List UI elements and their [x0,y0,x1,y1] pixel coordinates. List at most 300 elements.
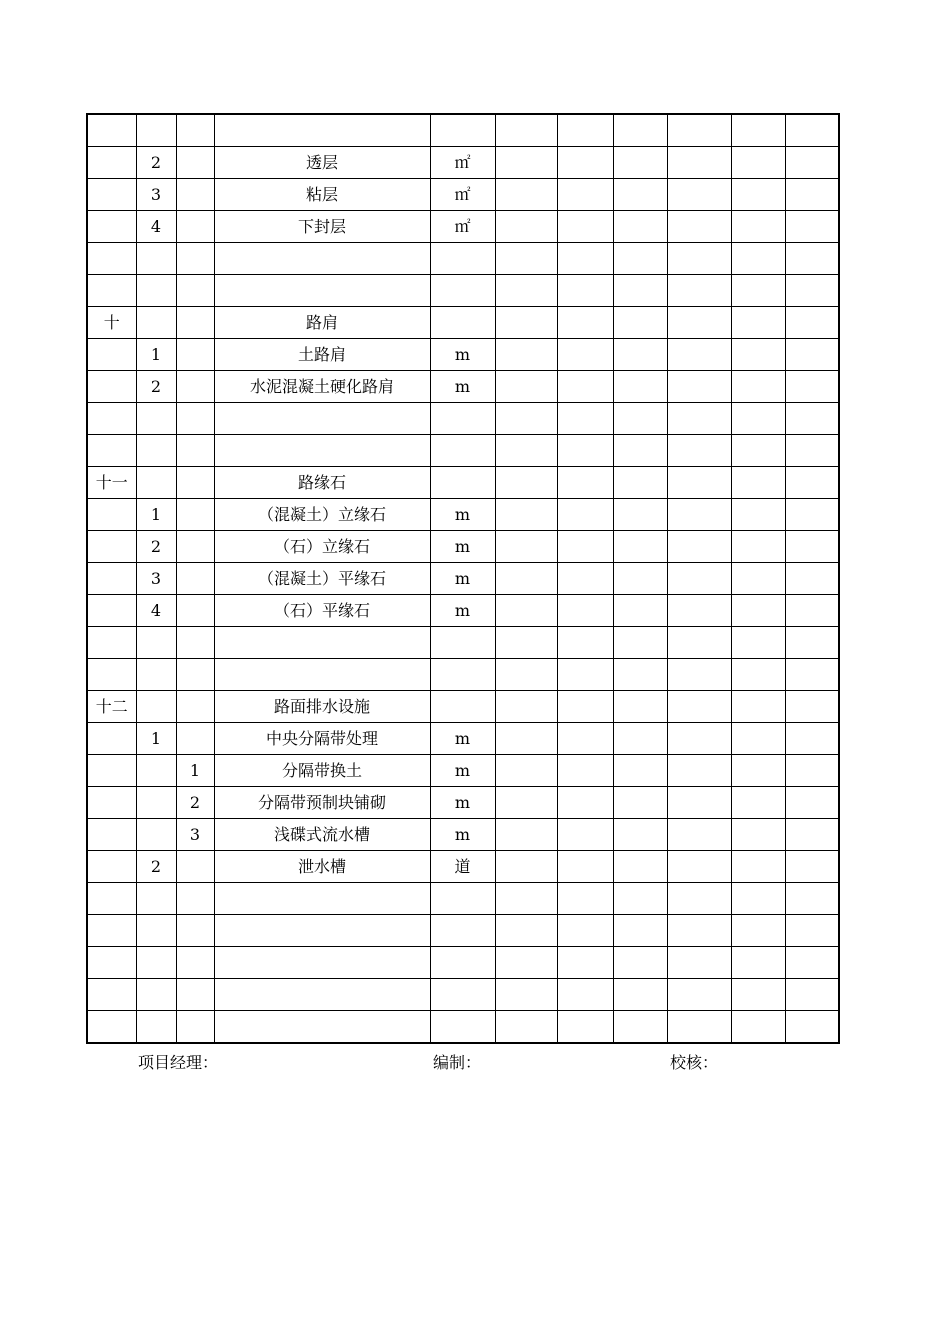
blank-cell [785,1011,839,1044]
unit-cell [430,275,495,307]
blank-cell [495,435,557,467]
blank-cell [613,531,667,563]
name-cell [214,915,430,947]
blank-cell [557,114,613,147]
blank-cell [731,275,785,307]
blank-cell [613,243,667,275]
subitem-cell [176,339,214,371]
section-cell [87,787,136,819]
blank-cell [613,339,667,371]
table-row [87,1011,839,1044]
blank-cell [785,307,839,339]
subitem-cell [176,403,214,435]
name-cell: 路面排水设施 [214,691,430,723]
quantity-table [86,113,840,1044]
item-cell [136,947,176,979]
blank-cell [731,659,785,691]
name-cell: 粘层 [214,179,430,211]
table-row [87,691,839,723]
blank-cell [667,979,731,1011]
subitem-cell [176,179,214,211]
unit-cell [430,915,495,947]
blank-cell [667,915,731,947]
table-row [87,787,839,819]
table-row [87,659,839,691]
unit-cell [430,979,495,1011]
blank-cell [667,114,731,147]
blank-cell [785,179,839,211]
blank-cell [613,915,667,947]
blank-cell [557,691,613,723]
blank-cell [785,787,839,819]
blank-cell [731,819,785,851]
blank-cell [613,147,667,179]
blank-cell [667,403,731,435]
blank-cell [495,787,557,819]
blank-cell [731,114,785,147]
name-cell [214,435,430,467]
blank-cell [785,755,839,787]
blank-cell [731,851,785,883]
blank-cell [667,243,731,275]
item-cell: 4 [136,211,176,243]
blank-cell [557,723,613,755]
blank-cell [557,627,613,659]
blank-cell [667,755,731,787]
blank-cell [667,339,731,371]
subitem-cell [176,595,214,627]
subitem-cell [176,147,214,179]
item-cell: 2 [136,371,176,403]
blank-cell [785,147,839,179]
table-row [87,883,839,915]
table-row [87,211,839,243]
name-cell: 水泥混凝土硬化路肩 [214,371,430,403]
table-row [87,755,839,787]
section-cell [87,851,136,883]
blank-cell [667,147,731,179]
unit-cell: m [430,339,495,371]
blank-cell [613,787,667,819]
table-row [87,243,839,275]
name-cell [214,403,430,435]
blank-cell [731,755,785,787]
item-cell [136,275,176,307]
blank-cell [495,659,557,691]
item-cell [136,979,176,1011]
blank-cell [557,595,613,627]
blank-cell [731,979,785,1011]
name-cell: 分隔带预制块铺砌 [214,787,430,819]
subitem-cell [176,563,214,595]
name-cell: 中央分隔带处理 [214,723,430,755]
blank-cell [785,691,839,723]
section-cell: 十二 [87,691,136,723]
blank-cell [557,1011,613,1044]
subitem-cell [176,691,214,723]
blank-cell [731,723,785,755]
subitem-cell [176,659,214,691]
blank-cell [557,947,613,979]
blank-cell [557,147,613,179]
blank-cell [557,563,613,595]
blank-cell [667,371,731,403]
blank-cell [785,339,839,371]
name-cell [214,243,430,275]
blank-cell [557,275,613,307]
table-row [87,275,839,307]
unit-cell [430,114,495,147]
blank-cell [613,1011,667,1044]
blank-cell [495,979,557,1011]
blank-cell [785,114,839,147]
subitem-cell [176,531,214,563]
blank-cell [785,627,839,659]
blank-cell [785,659,839,691]
blank-cell [613,883,667,915]
subitem-cell [176,307,214,339]
name-cell [214,659,430,691]
blank-cell [613,563,667,595]
item-cell [136,659,176,691]
blank-cell [731,787,785,819]
unit-cell: m [430,563,495,595]
name-cell: （混凝土）平缘石 [214,563,430,595]
subitem-cell [176,211,214,243]
table-row [87,627,839,659]
name-cell: 下封层 [214,211,430,243]
table-row [87,819,839,851]
subitem-cell [176,114,214,147]
blank-cell [495,755,557,787]
name-cell [214,1011,430,1044]
name-cell: 土路肩 [214,339,430,371]
blank-cell [557,403,613,435]
table-body [87,114,839,1043]
name-cell: 透层 [214,147,430,179]
table-row [87,851,839,883]
blank-cell [613,819,667,851]
blank-cell [495,819,557,851]
subitem-cell: 2 [176,787,214,819]
blank-cell [495,627,557,659]
subitem-cell [176,947,214,979]
blank-cell [495,114,557,147]
item-cell: 1 [136,723,176,755]
blank-cell [667,659,731,691]
blank-cell [667,467,731,499]
table-row [87,371,839,403]
blank-cell [495,243,557,275]
blank-cell [785,595,839,627]
subitem-cell [176,371,214,403]
section-cell [87,563,136,595]
blank-cell [785,723,839,755]
blank-cell [495,691,557,723]
unit-cell [430,403,495,435]
subitem-cell [176,243,214,275]
blank-cell [613,371,667,403]
table-row [87,915,839,947]
section-cell [87,147,136,179]
table-row [87,147,839,179]
table-row [87,435,839,467]
item-cell: 3 [136,179,176,211]
name-cell [214,114,430,147]
item-cell [136,114,176,147]
blank-cell [667,627,731,659]
section-cell [87,499,136,531]
section-cell [87,883,136,915]
table-row [87,403,839,435]
subitem-cell [176,435,214,467]
blank-cell [785,531,839,563]
blank-cell [557,819,613,851]
blank-cell [731,1011,785,1044]
blank-cell [613,403,667,435]
editor-label: 编制： [433,1053,482,1072]
unit-cell [430,691,495,723]
blank-cell [495,403,557,435]
item-cell: 1 [136,499,176,531]
name-cell [214,627,430,659]
section-cell [87,1011,136,1044]
blank-cell [557,851,613,883]
subitem-cell [176,915,214,947]
table-row [87,499,839,531]
subitem-cell [176,979,214,1011]
blank-cell [613,179,667,211]
section-cell [87,403,136,435]
section-cell [87,275,136,307]
blank-cell [613,499,667,531]
section-cell: 十 [87,307,136,339]
blank-cell [731,243,785,275]
name-cell [214,947,430,979]
blank-cell [785,979,839,1011]
blank-cell [785,467,839,499]
section-cell [87,243,136,275]
blank-cell [557,211,613,243]
blank-cell [667,531,731,563]
blank-cell [495,851,557,883]
blank-cell [785,563,839,595]
blank-cell [557,755,613,787]
unit-cell: m [430,595,495,627]
blank-cell [495,339,557,371]
unit-cell [430,883,495,915]
section-cell [87,915,136,947]
blank-cell [667,275,731,307]
blank-cell [785,947,839,979]
blank-cell [495,915,557,947]
blank-cell [495,147,557,179]
table-row [87,307,839,339]
blank-cell [667,947,731,979]
subitem-cell [176,467,214,499]
name-cell: （石）平缘石 [214,595,430,627]
blank-cell [557,179,613,211]
section-cell [87,659,136,691]
blank-cell [731,947,785,979]
unit-cell: m [430,723,495,755]
blank-cell [731,563,785,595]
blank-cell [495,179,557,211]
blank-cell [667,211,731,243]
blank-cell [557,243,613,275]
item-cell [136,467,176,499]
subitem-cell [176,883,214,915]
subitem-cell [176,627,214,659]
blank-cell [495,467,557,499]
item-cell [136,915,176,947]
blank-cell [495,307,557,339]
table-row [87,979,839,1011]
blank-cell [495,1011,557,1044]
item-cell: 2 [136,531,176,563]
subitem-cell: 3 [176,819,214,851]
table-row [87,179,839,211]
section-cell [87,531,136,563]
blank-cell [557,787,613,819]
blank-cell [613,114,667,147]
name-cell [214,883,430,915]
blank-cell [557,435,613,467]
blank-cell [731,531,785,563]
unit-cell: m [430,755,495,787]
blank-cell [613,659,667,691]
blank-cell [731,915,785,947]
blank-cell [613,691,667,723]
blank-cell [495,883,557,915]
unit-cell: m [430,371,495,403]
blank-cell [613,851,667,883]
section-cell [87,371,136,403]
blank-cell [731,403,785,435]
unit-cell [430,947,495,979]
blank-cell [557,883,613,915]
item-cell [136,307,176,339]
blank-cell [667,563,731,595]
blank-cell [667,883,731,915]
blank-cell [785,819,839,851]
blank-cell [731,627,785,659]
blank-cell [557,371,613,403]
subitem-cell [176,275,214,307]
blank-cell [495,563,557,595]
section-cell: 十一 [87,467,136,499]
blank-cell [557,307,613,339]
blank-cell [731,339,785,371]
blank-cell [667,787,731,819]
blank-cell [785,243,839,275]
unit-cell: m [430,819,495,851]
unit-cell [430,435,495,467]
table-row [87,595,839,627]
blank-cell [667,307,731,339]
blank-cell [785,851,839,883]
name-cell: （混凝土）立缘石 [214,499,430,531]
blank-cell [613,307,667,339]
subitem-cell [176,851,214,883]
blank-cell [731,179,785,211]
blank-cell [495,947,557,979]
project-manager-label: 项目经理： [138,1053,219,1072]
blank-cell [731,883,785,915]
blank-cell [613,947,667,979]
blank-cell [613,467,667,499]
section-cell [87,755,136,787]
section-cell [87,339,136,371]
blank-cell [731,467,785,499]
blank-cell [731,691,785,723]
unit-cell [430,467,495,499]
blank-cell [557,979,613,1011]
name-cell: 泄水槽 [214,851,430,883]
blank-cell [667,723,731,755]
blank-cell [731,499,785,531]
blank-cell [495,371,557,403]
table-row [87,339,839,371]
table-row [87,114,839,147]
blank-cell [557,659,613,691]
item-cell [136,1011,176,1044]
name-cell: 浅碟式流水槽 [214,819,430,851]
blank-cell [613,595,667,627]
unit-cell: ㎡ [430,179,495,211]
item-cell [136,883,176,915]
blank-cell [557,531,613,563]
section-cell [87,819,136,851]
unit-cell: m [430,499,495,531]
unit-cell: m [430,531,495,563]
blank-cell [785,275,839,307]
blank-cell [731,307,785,339]
section-cell [87,179,136,211]
checker-label: 校核： [670,1053,719,1072]
table-row [87,531,839,563]
blank-cell [495,723,557,755]
unit-cell [430,659,495,691]
blank-cell [731,147,785,179]
item-cell: 1 [136,339,176,371]
item-cell [136,755,176,787]
blank-cell [667,435,731,467]
blank-cell [785,883,839,915]
blank-cell [557,915,613,947]
name-cell [214,275,430,307]
unit-cell: m [430,787,495,819]
unit-cell [430,307,495,339]
item-cell: 2 [136,147,176,179]
item-cell [136,403,176,435]
unit-cell: ㎡ [430,211,495,243]
blank-cell [613,627,667,659]
blank-cell [785,211,839,243]
name-cell: 路肩 [214,307,430,339]
table-row [87,947,839,979]
blank-cell [557,339,613,371]
table-row [87,467,839,499]
item-cell [136,435,176,467]
blank-cell [667,595,731,627]
blank-cell [785,371,839,403]
unit-cell [430,243,495,275]
blank-cell [613,211,667,243]
section-cell [87,979,136,1011]
section-cell [87,595,136,627]
unit-cell [430,627,495,659]
